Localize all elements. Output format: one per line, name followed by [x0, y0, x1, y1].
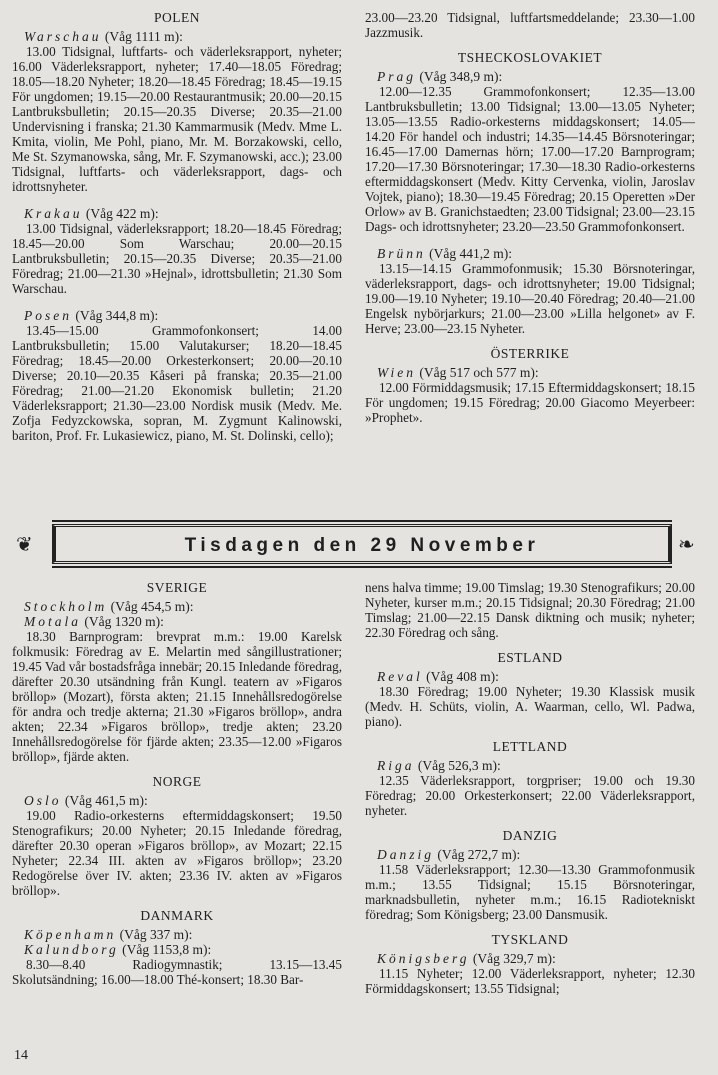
country-heading-estland: ESTLAND: [497, 650, 563, 665]
country-heading-tyskland: TYSKLAND: [491, 932, 569, 947]
country-heading-polen: POLEN: [154, 10, 200, 25]
station-wave: (Våg 422 m):: [85, 206, 159, 221]
station-riga: [365, 758, 695, 773]
station-city: Posen: [24, 308, 72, 323]
station-city: Riga: [377, 758, 415, 773]
program-text: 8.30—8.40 Radiogymnastik; 13.15—13.45 Skolutsändning; 16.00—18.00 Thé-konsert; 18.30 Bar-: [12, 957, 342, 987]
page-number: 14: [14, 1048, 28, 1063]
station-konigsberg: [365, 951, 695, 966]
station-wave: (Våg 272,7 m):: [437, 847, 521, 862]
station-city: Motala: [24, 614, 81, 629]
station-wave: (Våg 1320 m):: [84, 614, 164, 629]
program-text: 19.00 Radio-orkesterns eftermiddagskonsert; 19.50 Stenografikurs; 20.00 Nyheter; 20.15 Inledande föredrag, därefter 20.30 operan »Figaros bröllop», av Mozart; 22.15 Nyheter; 22.34 III. akten av »Figaros bröllop»; 23.20 Redogörelse över IV. akten; 23.36 IV. akten av »Figaros bröllop».: [12, 808, 342, 898]
station-reval: [365, 669, 695, 684]
banner-rule: [52, 566, 672, 568]
station-kalundborg: [12, 942, 342, 957]
country-heading-danmark: DANMARK: [140, 908, 214, 923]
station-city: Kalundborg: [24, 942, 119, 957]
country-heading-sverige: SVERIGE: [146, 580, 208, 595]
country-heading-norge: NORGE: [152, 774, 202, 789]
station-wave: (Våg 344,8 m):: [75, 308, 159, 323]
program-text: 11.15 Nyheter; 12.00 Väderleksrapport, nyheter; 12.30 Förmiddagskonsert; 13.55 Tidsignal;: [365, 966, 695, 996]
program-text: 12.00—12.35 Grammofonkonsert; 12.35—13.00 Lantbruksbulletin; 13.00 Tidsignal; 13.00—13.05 Nyheter; 13.05—13.55 Radio-orkesterns middagskonsert; 14.05—14.20 För handel och industri; 14.35—14.45 Börsnoteringar; 16.45—17.00 Damernas hörn; 17.00—17.20 Barnprogram; 17.20—17.30 Börsnoteringar; 17.30—18.30 Radio-orkesterns eftermiddagskonsert (Medv. Kitty Cervenka, violin, Jaroslav Vojtek, piano); 18.30—19.45 Föredrag; 20.15 Operetten »Der Orlow» av B. Granichstaedten; 23.00 Tidsignal; 23.00—23.15 Dags- och idrottsnyheter; 23.20—23.50 Grammofonkonsert.: [365, 84, 695, 234]
day-title: Tisdagen den 29 November: [184, 535, 540, 556]
program-text: 13.00 Tidsignal, väderleksrapport; 18.20—18.45 Föredrag; 18.45—20.00 Som Warschau; 20.00—20.15 Lantbruksbulletin; 20.15—20.35 Diverse; 20.35—21.00 Föredrag; 21.00—21.30 »Hejnal», idrottsbulletin; 21.30 Som Warschau.: [12, 221, 342, 296]
station-wave: (Våg 408 m):: [426, 669, 499, 684]
country-heading-danzig: DANZIG: [502, 828, 558, 843]
station-brunn: [365, 246, 695, 261]
station-wave: (Våg 1153,8 m):: [122, 942, 212, 957]
station-city: Stockholm: [24, 599, 108, 614]
clover-ornament-icon: ❧: [678, 534, 695, 556]
day-banner: [10, 520, 710, 568]
station-wave: (Våg 329,7 m):: [472, 951, 556, 966]
program-text: 13.00 Tidsignal, luftfarts- och väderleksrapport, nyheter; 16.00 Väderleksrapport, nyheter; 17.40—18.05 Föredrag; 18.05—18.20 Nyheter; 18.20—18.45 Föredrag; 18.45—19.15 För ungdomen; 19.15—20.00 Restaurantmusik; 20.00—20.15 Lantbruksbulletin; 20.15—20.35 Diverse; 20.35—21.00 Undervisning i franska; 21.30 Kammarmusik (Medv. Mme L. Kmita, violin, Me Pohl, piano, Mr. M. Borzakowski, cello, Me St. Szymanowska, sång, Mr. F. Szymanowski, acc.); 23.00 Tidsignal, luftfarts- och väderleksrapport, dags- och idrottsnyheter.: [12, 44, 342, 194]
station-oslo: [12, 793, 342, 808]
station-krakau: [12, 206, 342, 221]
program-text: 23.00—23.20 Tidsignal, luftfartsmeddelande; 23.30—1.00 Jazzmusik.: [365, 10, 695, 40]
program-text: 18.30 Barnprogram: brevprat m.m.: 19.00 Karelsk folkmusik: Föredrag av E. Melartin med sångillustrationer; 19.45 Vad vår bostadsfråga innebär; 20.15 Inledande föredrag, därefter 20.30 utsändning från Kungl. teatern av »Figaros bröllop» (Mozart), första akten; 21.15 Innehållsredogörelse för andra och tredje akterna; 21.30 »Figaros bröllop», andra akten; 22.34 »Figaros bröllop», tredje akten; 23.20 Innehållsredogörelse för fjärde akten; 23.35—12.00 »Figaros bröllop», fjärde akten.: [12, 629, 342, 764]
bottom-left-column: [12, 580, 342, 987]
station-city: Danzig: [377, 847, 435, 862]
program-text: 13.15—14.15 Grammofonmusik; 15.30 Börsnoteringar, väderleksrapport, dags- och idrottsnyheter; 19.00 Tidsignal; 19.00—19.10 Nyheter; 19.10—20.40 Föredrag; 20.40—21.00 Engelsk nybörjarkurs; 21.00—23.00 »Lilla helgonet» av F. Herve; 23.00—23.15 Nyheter.: [365, 261, 695, 336]
top-right-column: [365, 10, 695, 425]
station-prag: [365, 69, 695, 84]
station-kobenhavn: [12, 927, 342, 942]
country-heading-lettland: LETTLAND: [492, 739, 568, 754]
station-wave: (Våg 441,2 m):: [429, 246, 512, 261]
station-city: Köpenhamn: [24, 927, 117, 942]
station-wave: (Våg 1111 m):: [104, 29, 183, 44]
station-wave: (Våg 517 och 577 m):: [419, 365, 539, 380]
station-city: Königsberg: [377, 951, 470, 966]
station-city: Krakau: [24, 206, 83, 221]
station-wave: (Våg 337 m):: [119, 927, 193, 942]
station-city: Reval: [377, 669, 423, 684]
program-text: nens halva timme; 19.00 Timslag; 19.30 Stenografikurs; 20.00 Nyheter, kurser m.m.; 20.15 Tidsignal; 20.30 Föredrag; 21.00 Timslag; 21.00—22.15 Dansk diktning och musik; nyheter; 22.30 Föredrag och sång.: [365, 580, 695, 640]
program-text: 12.00 Förmiddagsmusik; 17.15 Eftermiddagskonsert; 18.15 För ungdomen; 19.15 Föredrag; 20.00 Giacomo Meyerbeer: »Prophet».: [365, 380, 695, 425]
top-left-column: [12, 10, 342, 443]
program-text: 18.30 Föredrag; 19.00 Nyheter; 19.30 Klassisk musik (Medv. H. Schüts, violin, A. Waarman, cello, Wl. Padwa, piano).: [365, 684, 695, 729]
station-warschau: [12, 29, 342, 44]
station-city: Wien: [377, 365, 416, 380]
program-text: 11.58 Väderleksrapport; 12.30—13.30 Grammofonmusik m.m.; 13.55 Tidsignal; 15.15 Börsnoteringar, marknadsbulletin, nyheter m.m.; 16.15 Radiotekniskt föredrag; Som Königsberg; 23.00 Dansmusik.: [365, 862, 695, 922]
country-heading-tjeckoslovakiet: TSHECKOSLOVAKIET: [457, 50, 603, 65]
station-city: Oslo: [24, 793, 62, 808]
station-city: Prag: [377, 69, 416, 84]
station-wave: (Våg 461,5 m):: [64, 793, 148, 808]
program-text: 12.35 Väderleksrapport, torgpriser; 19.00 och 19.30 Föredrag; 20.00 Orkesterkonsert; 22.00 Väderleksrapport, nyheter.: [365, 773, 695, 818]
station-posen: [12, 308, 342, 323]
station-motala: [12, 614, 342, 629]
banner-frame: [52, 524, 672, 564]
clover-ornament-icon: ❦: [16, 534, 33, 556]
banner-rule: [52, 520, 672, 522]
station-city: Brünn: [377, 246, 426, 261]
station-wave: (Våg 348,9 m):: [419, 69, 503, 84]
station-wave: (Våg 454,5 m):: [110, 599, 194, 614]
bottom-right-column: [365, 580, 695, 996]
station-danzig: [365, 847, 695, 862]
country-heading-osterrike: ÖSTERRIKE: [490, 346, 570, 361]
station-wave: (Våg 526,3 m):: [417, 758, 501, 773]
station-wien: [365, 365, 695, 380]
program-text: 13.45—15.00 Grammofonkonsert; 14.00 Lantbruksbulletin; 15.00 Valutakurser; 18.20—18.45 Föredrag; 18.45—20.00 Orkesterkonsert; 20.00—20.10 Diverse; 20.10—20.35 Kåseri på franska; 20.35—21.00 Föredrag; 21.00—21.20 Ekonomisk bulletin; 21.20 Väderleksrapport; 21.30—23.00 Nordisk musik (Medv. Me. Zofja Fedyzckowska, sopran, M. Zygmunt Kalinowski, bariton, Prof. Fr. Lukasiewicz, piano, M. St. Dolinski, cello);: [12, 323, 342, 443]
station-city: Warschau: [24, 29, 102, 44]
station-stockholm: [12, 599, 342, 614]
